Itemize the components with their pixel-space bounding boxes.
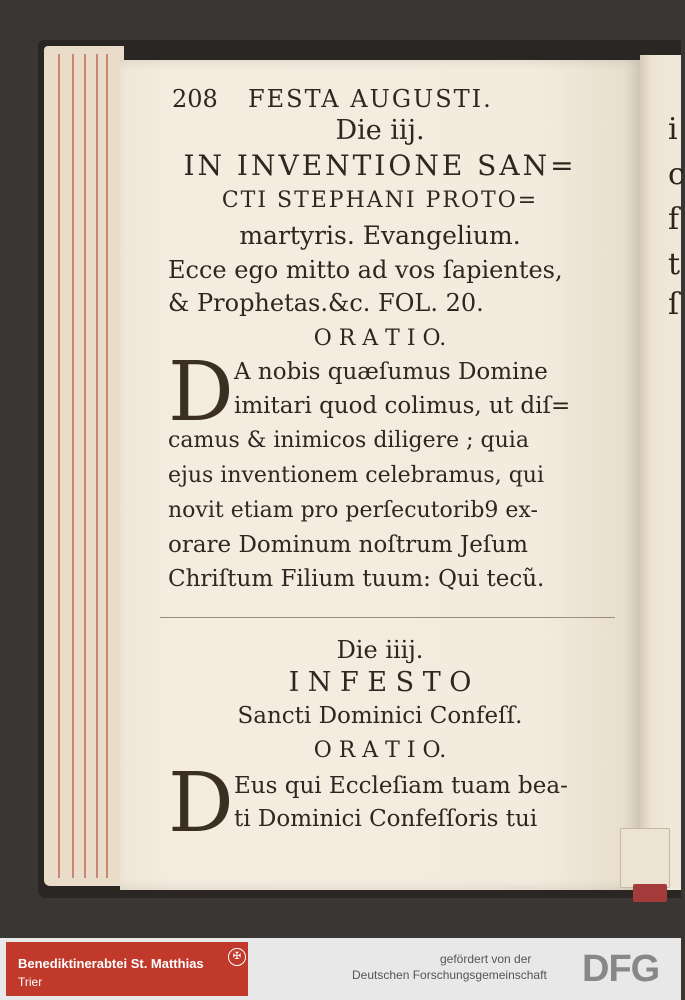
institution-badge[interactable] <box>6 942 248 996</box>
day-heading: Die iij. <box>335 115 425 146</box>
abbey-logo-icon: ✠ <box>228 948 246 966</box>
facing-page-letter: c <box>668 157 685 192</box>
institution-place: Trier <box>18 975 43 989</box>
oratio-line: imitari quod colimus, ut diſ= <box>234 393 571 419</box>
funding-text: gefördert von der <box>440 952 532 966</box>
oratio-line: camus & inimicos diligere ; quia <box>168 428 529 453</box>
facing-page-letter: t <box>668 247 681 282</box>
feast-title-line: CTI STEPHANI PROTO= <box>221 188 539 213</box>
oratio-line: ejus inventionem celebramus, qui <box>168 463 544 488</box>
drop-capital: D <box>168 345 234 440</box>
facing-page-letter: f <box>668 202 680 237</box>
page-edge-line <box>106 54 108 878</box>
oratio-line: Chriſtum Filium tuum: Qui tecũ. <box>168 566 545 592</box>
paper-tab <box>620 828 670 888</box>
oratio-line: novit etiam pro perſecutorib9 ex- <box>168 498 538 523</box>
drop-capital: D <box>168 756 234 851</box>
oratio-heading: O R A T I O. <box>313 326 447 351</box>
footer-bar <box>0 938 681 1000</box>
feast-title-line: Sancti Dominici Confeſſ. <box>237 703 523 729</box>
facing-page <box>640 55 685 890</box>
facing-page-letter: i <box>668 112 678 147</box>
gospel-reference: Ecce ego mitto ad vos ſapientes, <box>168 256 563 284</box>
oratio-line: Eus qui Eccleſiam tuam bea- <box>234 773 568 799</box>
page-number: 208 <box>172 85 218 113</box>
gospel-reference: & Prophetas.&c. FOL. 20. <box>168 289 484 317</box>
day-heading: Die iiij. <box>336 636 424 664</box>
oratio-line: ti Dominici Confeſſoris tui <box>234 806 538 832</box>
funding-text: Deutschen Forschungsgemeinschaft <box>352 968 547 982</box>
oratio-line: A nobis quæſumus Domine <box>234 359 548 385</box>
oratio-heading: O R A T I O. <box>313 738 447 763</box>
institution-name: Benediktinerabtei St. Matthias <box>18 956 204 971</box>
oratio-line: orare Dominum noſtrum Jeſum <box>168 532 528 558</box>
page-edge-line <box>58 54 60 878</box>
book-page <box>120 60 640 890</box>
bookmark-ribbon <box>633 884 667 902</box>
dfg-logo[interactable]: DFG <box>582 948 660 990</box>
page-edge-line <box>72 54 74 878</box>
facing-page-letter: ſ <box>668 287 680 322</box>
section-divider <box>160 617 615 618</box>
page-edges <box>44 46 124 886</box>
page-edge-line <box>96 54 98 878</box>
page-edge-line <box>84 54 86 878</box>
feast-title-line: IN INVENTIONE SAN= <box>183 149 577 182</box>
feast-title-line: I N F E S T O <box>288 667 472 698</box>
feast-title-line: martyris. Evangelium. <box>239 221 521 250</box>
running-header: FESTA AUGUSTI. <box>248 85 493 113</box>
